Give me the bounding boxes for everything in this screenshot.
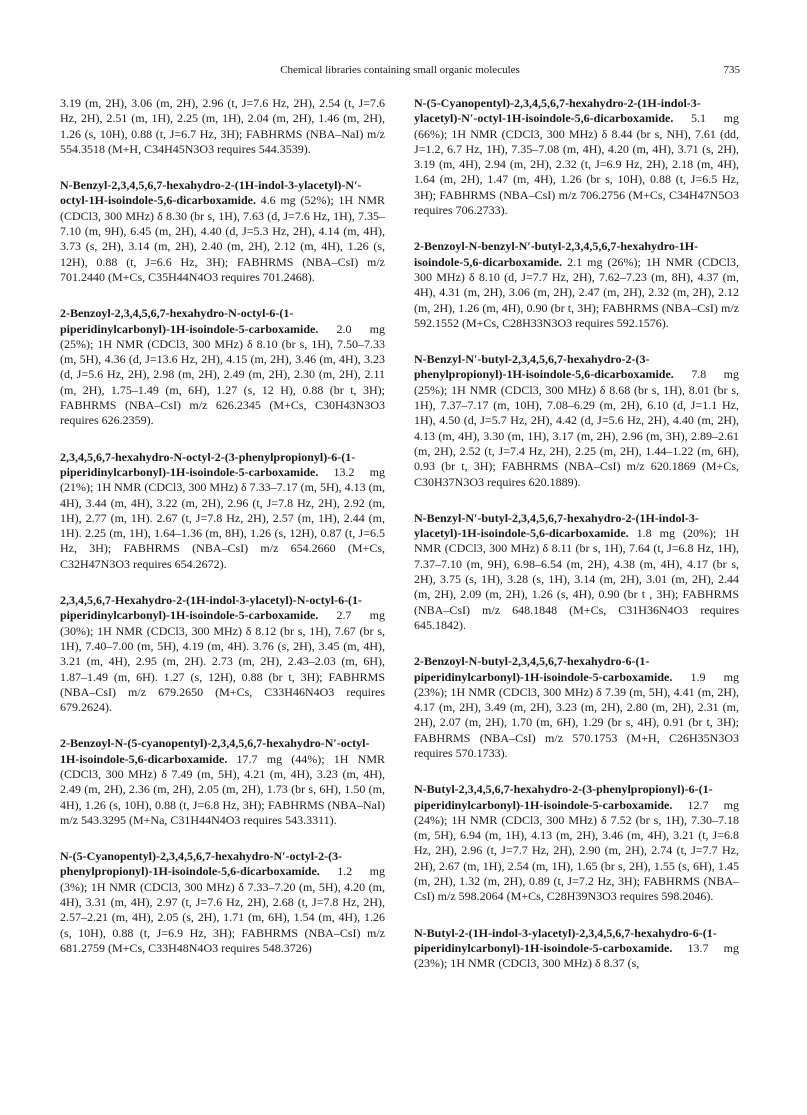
page-number: 735 bbox=[723, 64, 740, 76]
compound-entry bbox=[414, 511, 739, 633]
compound-name: N-Benzyl-2,3,4,5,6,7-hexahydro-2-(1H-indol-3-ylacetyl)-N′-octyl-1H-isoindole-5,6-dicarboxamide. bbox=[60, 178, 362, 208]
compound-name: 2-Benzoyl-N-(5-cyanopentyl)-2,3,4,5,6,7-hexahydro-N′-octyl-1H-isoindole-5,6-dicarboxamide. bbox=[60, 736, 370, 766]
compound-entry bbox=[60, 849, 385, 956]
compound-name: N-Butyl-2-(1H-indol-3-ylacetyl)-2,3,4,5,6,7-hexahydro-6-(1-piperidinylcarbonyl)-1H-isoindole-5-carboxamide. bbox=[414, 925, 717, 955]
compound-entry bbox=[60, 306, 385, 428]
compound-entry bbox=[414, 654, 739, 761]
compound-name: 2-Benzoyl-N-butyl-2,3,4,5,6,7-hexahydro-6-(1-piperidinylcarbonyl)-1H-isoindole-5-carboxamide. bbox=[414, 654, 673, 684]
running-title: Chemical libraries containing small organic molecules bbox=[280, 64, 520, 76]
compound-data: 5.1 mg (66%); 1H NMR (CDCl3, 300 MHz) δ 8.44 (br s, NH), 7.61 (dd, J=1.2, 6.7 Hz, 1H), 7.35–7.08 (m, 4H), 4.20 (m, 4H), 3.71 (s, 2H), 3.19 (m, 4H), 2.94 (m, 2H), 2.32 (t, J=6.9 Hz, 2H), 2.18 (m, 4H), 1.64 (m, 2H), 1.47 (m, 4H), 1.26 (br s, 10H), 0.88 (t, J=6.5 Hz, 3H); FABHRMS (NBA–CsI) m/z 706.2756 (M+Cs, C34H47N5O3 requires 706.2733). bbox=[414, 111, 739, 218]
compound-entry bbox=[414, 239, 739, 331]
compound-name: 2-Benzoyl-2,3,4,5,6,7-hexahydro-N-octyl-6-(1-piperidinylcarbonyl)-1H-isoindole-5-carboxamide. bbox=[60, 306, 319, 336]
compound-name: N-(5-Cyanopentyl)-2,3,4,5,6,7-hexahydro-N′-octyl-2-(3-phenylpropionyl)-1H-isoindole-5,6-dicarboxamide. bbox=[60, 849, 343, 879]
compound-data: 1.8 mg (20%); 1H NMR (CDCl3, 300 MHz) δ 8.11 (br s, 1H), 7.64 (t, J=6.8 Hz, 1H), 7.37–7.10 (m, 9H), 6.98–6.54 (m, 2H), 4.38 (m, 4H), 4.17 (br s, 2H), 3.75 (s, 1H), 3.28 (s, 1H), 3.14 (m, 2H), 3.01 (m, 2H), 2.44 (m, 2H), 2.09 (m, 2H), 1.26 (s, 4H), 0.90 (br t , 3H); FABHRMS (NBA–CsI) m/z 648.1848 (M+Cs, C31H36N4O3 requires 645.1842). bbox=[414, 526, 739, 632]
compound-name: 2-Benzoyl-N-benzyl-N′-butyl-2,3,4,5,6,7-hexahydro-1H-isoindole-5,6-dicarboxamide. bbox=[414, 239, 699, 269]
compound-name: N-Benzyl-N′-butyl-2,3,4,5,6,7-hexahydro-2-(1H-indol-3-ylacetyl)-1H-isoindole-5,6-dicarboxamide. bbox=[414, 510, 699, 541]
compound-data: 4.6 mg (52%); 1H NMR (CDCl3, 300 MHz) δ 8.30 (br s, 1H), 7.63 (d, J=7.6 Hz, 1H), 7.35–7.10 (m, 9H), 6.45 (m, 2H), 4.40 (d, J=5.3 Hz, 2H), 4.14 (m, 4H), 3.73 (s, 2H), 3.14 (m, 2H), 2.40 (m, 2H), 2.12 (m, 4H), 1.26 (s, 12H), 0.88 (t, J=6.6 Hz, 3H); FABHRMS (NBA–CsI) m/z 701.2440 (M+Cs, C35H44N4O3 requires 701.2468). bbox=[60, 193, 385, 284]
compound-name: 2,3,4,5,6,7-Hexahydro-2-(1H-indol-3-ylacetyl)-N-octyl-6-(1-piperidinylcarbonyl)-1H-isoindole-5-carboxamide. bbox=[60, 593, 363, 623]
compound-data: 2.0 mg (25%); 1H NMR (CDCl3, 300 MHz) δ 8.10 (br s, 1H), 7.50–7.33 (m, 5H), 4.36 (d, J=13.6 Hz, 2H), 4.15 (m, 2H), 3.46 (m, 4H), 3.23 (d, J=5.6 Hz, 2H), 2.98 (m, 2H), 2.49 (m, 2H), 2.30 (m, 2H), 2.11 (m, 2H), 1.75–1.49 (m, 6H), 1.27 (s, 12 H), 0.88 (br t, 3H); FABHRMS (NBA–CsI) m/z 626.2345 (M+Cs, C30H43N3O3 requires 626.2359). bbox=[60, 321, 385, 428]
compound-data: 13.7 mg (23%); 1H NMR (CDCl3, 300 MHz) δ 8.37 (s, bbox=[414, 940, 739, 971]
compound-name: 2,3,4,5,6,7-hexahydro-N-octyl-2-(3-phenylpropionyl)-6-(1-piperidinylcarbonyl)-1H-isoindole-5-carboxamide. bbox=[60, 449, 356, 479]
compound-name: N-(5-Cyanopentyl)-2,3,4,5,6,7-hexahydro-2-(1H-indol-3-ylacetyl)-N′-octyl-1H-isoindole-5,6-dicarboxamide. bbox=[414, 96, 701, 126]
compound-entry bbox=[414, 96, 739, 218]
compound-data: 2.7 mg (30%); 1H NMR (CDCl3, 300 MHz) δ 8.12 (br s, 1H), 7.67 (br s, 1H), 7.40–7.00 (m, 5H), 4.19 (m, 4H). 3.76 (s, 2H), 3.45 (m, 4H), 3.21 (m, 4H), 2.95 (m, 2H). 2.73 (m, 2H), 2.43–2.03 (m, 6H), 1.87–1.49 (m, 6H). 1.27 (s, 12H), 0.88 (br t, 3H); FABHRMS (NBA–CsI) m/z 679.2650 (M+Cs, C33H46N4O3 requires 679.2624). bbox=[60, 608, 385, 715]
left-column bbox=[60, 96, 385, 977]
compound-data: 1.2 mg (3%); 1H NMR (CDCl3, 300 MHz) δ 7.33–7.20 (m, 5H), 4.20 (m, 4H), 3.31 (m, 4H), 2.97 (t, J=7.6 Hz, 2H), 2.68 (t, J=7.8 Hz, 2H), 2.57–2.21 (m, 4H), 2.05 (s, 2H), 1.71 (m, 6H), 1.54 (m, 4H), 1.26 (s, 10H), 0.88 (t, J=6.9 Hz, 3H); FABHRMS (NBA–CsI) m/z 681.2759 (M+Cs, C33H48N4O3 requires 548.3726) bbox=[60, 864, 385, 955]
compound-entry bbox=[60, 96, 385, 157]
right-column bbox=[414, 96, 739, 993]
compound-entry bbox=[60, 450, 385, 572]
compound-data: 13.2 mg (21%); 1H NMR (CDCl3, 300 MHz) δ 7.33–7.17 (m, 5H), 4.13 (m, 4H), 3.44 (m, 4H), 3.22 (m, 2H), 2.96 (t, J=7.8 Hz, 2H), 2.92 (m, 1H), 2.77 (m, 1H). 2.67 (t, J=7.8 Hz, 2H), 2.57 (m, 1H), 2.44 (m, 1H). 2.25 (m, 1H), 1.64–1.36 (m, 8H), 1.26 (s, 12H), 0.87 (t, J=6.5 Hz, 3H); FABHRMS (NBA–CsI) m/z 654.2660 (M+Cs, C32H47N3O3 requires 654.2672). bbox=[60, 464, 385, 571]
compound-entry bbox=[414, 926, 739, 972]
compound-data: 17.7 mg (44%); 1H NMR (CDCl3, 300 MHz) δ 7.49 (m, 5H), 4.21 (m, 4H), 3.23 (m, 4H), 2.49 (m, 2H), 2.36 (m, 2H), 2.05 (m, 2H), 1.73 (br s, 6H), 1.50 (m, 4H), 1.26 (s, 10H), 0.88 (t, J=6.8 Hz, 3H); FABHRMS (NBA–NaI) m/z 543.3295 (M+Na, C31H44N4O3 requires 543.3311). bbox=[60, 751, 385, 827]
compound-data: 3.19 (m, 2H), 3.06 (m, 2H), 2.96 (t, J=7.6 Hz, 2H), 2.54 (t, J=7.6 Hz, 2H), 2.51 (m, 1H), 2.25 (m, 1H), 2.04 (m, 2H), 1.46 (m, 2H), 1.26 (s, 10H), 0.88 (t, J=6.7 Hz, 3H); FABHRMS (NBA–NaI) m/z 554.3518 (M+H, C34H45N3O3 requires 544.3539). bbox=[60, 96, 385, 156]
compound-data: 12.7 mg (24%); 1H NMR (CDCl3, 300 MHz) δ 7.52 (br s, 1H), 7.30–7.18 (m, 5H), 6.94 (m, 1H), 4.13 (m, 2H), 3.46 (m, 4H), 3.21 (t, J=6.8 Hz, 2H), 2.96 (t, J=7.7 Hz, 2H), 2.90 (m, 2H), 2.74 (t, J=7.7 Hz, 2H), 2.67 (m, 1H), 2.54 (m, 1H), 1.65 (br s, 2H), 1.55 (s, 6H), 1.45 (m, 2H), 1.32 (m, 2H), 0.89 (t, J=7.2 Hz, 3H); FABHRMS (NBA–CsI) m/z 598.2064 (M+Cs, C28H39N3O3 requires 598.2046). bbox=[414, 797, 739, 904]
compound-entry bbox=[414, 782, 739, 904]
compound-name: N-Benzyl-N′-butyl-2,3,4,5,6,7-hexahydro-2-(3-phenylpropionyl)-1H-isoindole-5,6-dicarboxamide. bbox=[414, 352, 674, 382]
compound-data: 1.9 mg (23%); 1H NMR (CDCl3, 300 MHz) δ 7.39 (m, 5H), 4.41 (m, 2H), 4.17 (m, 2H), 3.49 (m, 2H), 3.23 (m, 2H), 2.80 (m, 2H), 2.31 (m, 2H), 2.07 (m, 2H), 1.70 (m, 6H), 1.29 (br s, 4H), 0.91 (br t, 3H); FABHRMS (NBA–CsI) m/z 570.1753 (M+H, C26H35N3O3 requires 570.1733). bbox=[414, 669, 739, 760]
compound-entry bbox=[60, 593, 385, 715]
compound-data: 2.1 mg (26%); 1H NMR (CDCl3, 300 MHz) δ 8.10 (d, J=7.7 Hz, 2H), 7.62–7.23 (m, 8H), 4.37 (m, 4H), 4.31 (m, 2H), 3.06 (m, 2H), 2.47 (m, 2H), 2.32 (m, 2H), 2.12 (m, 2H), 1.26 (m, 4H), 0.90 (br t, 3H); FABHRMS (NBA–CsI) m/z 592.1552 (M+Cs, C28H33N3O3 requires 592.1576). bbox=[414, 254, 739, 330]
compound-entry bbox=[414, 352, 739, 490]
compound-entry bbox=[60, 178, 385, 285]
running-header bbox=[60, 64, 740, 80]
compound-entry bbox=[60, 736, 385, 828]
compound-name: N-Butyl-2,3,4,5,6,7-hexahydro-2-(3-phenylpropionyl)-6-(1-piperidinylcarbonyl)-1H-isoindole-5-carboxamide. bbox=[414, 782, 713, 812]
compound-data: 7.8 mg (25%); 1H NMR (CDCl3, 300 MHz) δ 8.68 (br s, 1H), 8.01 (br s, 1H), 7.37–7.17 (m, 10H), 7.08–6.29 (m, 2H), 6.10 (d, J=1.1 Hz, 1H), 4.50 (d, J=5.7 Hz, 2H), 4.42 (d, J=5.6 Hz, 2H), 4.40 (m, 2H), 4.13 (m, 4H), 3.30 (m, 1H), 3.17 (m, 2H), 2.96 (m, 3H), 2.89–2.61 (m, 2H), 2.52 (t, J=7.4 Hz, 2H), 2.25 (m, 2H), 1.44–1.22 (m, 6H), 0.93 (br t, 3H); FABHRMS (NBA–CsI) m/z 620.1869 (M+Cs, C30H37N3O3 requires 620.1889). bbox=[414, 367, 739, 489]
